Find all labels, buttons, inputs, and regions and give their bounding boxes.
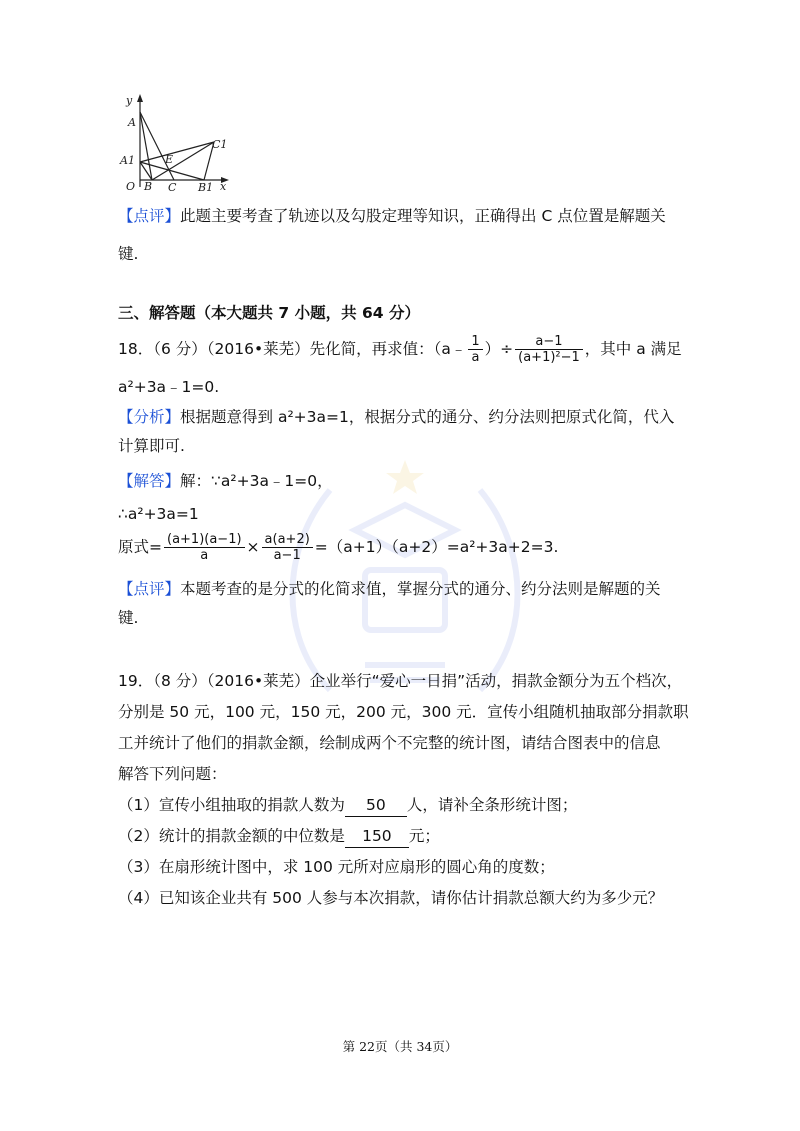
- part-1-answer-blank: 50: [345, 794, 407, 817]
- q18-comment-line-1: [118, 578, 661, 600]
- q18-comment-line-2: 键.: [118, 609, 139, 627]
- q18-solution-line-3: [118, 532, 558, 563]
- part-2-prefix: （2）统计的捐款金额的中位数是: [118, 827, 345, 845]
- q19-part-3: （3）在扇形统计图中，求 100 元所对应扇形的圆心角的度数；: [118, 858, 555, 876]
- q19-stem-line-3: 工并统计了他们的捐款金额，绘制成两个不完整的统计图，请结合图表中的信息: [118, 734, 661, 752]
- q18-analysis-line-1: [118, 406, 674, 428]
- q19-stem-line-4: 解答下列问题：: [118, 765, 227, 783]
- y-axis-arrow: [137, 94, 143, 102]
- q19-part-1: [118, 794, 577, 817]
- fraction-numerator: 1: [468, 334, 482, 350]
- solution-tag: 【解答】: [118, 472, 181, 490]
- comment-1-line-1: [118, 205, 666, 227]
- part-1-prefix: （1）宣传小组抽取的捐款人数为: [118, 796, 345, 814]
- solution-text: 解：∵a²+3a﹣1=0，: [180, 472, 333, 490]
- q19-part-4: （4）已知该企业共有 500 人参与本次捐款，请你估计捐款总额大约为多少元？: [118, 889, 664, 907]
- segment-a-b: [140, 112, 152, 180]
- page-footer: 第 22页（共 34页）: [342, 1039, 458, 1054]
- fraction-numerator: a(a+2): [262, 532, 313, 548]
- solution-suffix: =（a+1）（a+2）=a²+3a+2=3.: [314, 538, 559, 556]
- fraction-denominator: a: [471, 350, 480, 365]
- q19-stem-line-2: 分别是 50 元，100 元，150 元，200 元，300 元．宣传小组随机抽取部分捐款职: [118, 703, 689, 721]
- label-a: A: [128, 116, 136, 129]
- part-1-suffix: 人，请补全条形统计图；: [406, 796, 578, 814]
- label-e: E: [165, 153, 174, 166]
- q18-division-sign: ）÷: [484, 340, 514, 358]
- label-b: B: [144, 180, 153, 193]
- comment-tag: 【点评】: [118, 207, 181, 225]
- q18-solution-line-2: ∴a²+3a=1: [118, 505, 199, 523]
- comment-text: 本题考查的是分式的化简求值，掌握分式的通分、约分法则是解题的关: [180, 580, 661, 598]
- q18-fraction-1: [468, 334, 482, 365]
- fraction-denominator: (a+1)²−1: [518, 350, 580, 365]
- solution-fraction-2: [262, 532, 313, 563]
- q18-solution-line-1: [118, 470, 333, 492]
- fraction-numerator: a−1: [515, 334, 583, 350]
- label-y: y: [126, 94, 133, 107]
- comment-text-continuation: 键.: [118, 245, 139, 263]
- analysis-tag: 【分析】: [118, 408, 181, 426]
- solution-prefix: 原式=: [118, 538, 162, 556]
- solution-fraction-1: [164, 532, 245, 563]
- q18-stem-line-1: [118, 334, 682, 365]
- label-x: x: [220, 180, 227, 193]
- comment-tag: 【点评】: [118, 580, 181, 598]
- q19-part-2: [118, 825, 440, 848]
- q18-suffix: ，其中 a 满足: [584, 340, 682, 358]
- analysis-text: 根据题意得到 a²+3a=1，根据分式的通分、约分法则把原式化简，代入: [180, 408, 675, 426]
- fraction-denominator: a: [200, 548, 209, 563]
- q18-analysis-line-2: 计算即可.: [118, 437, 185, 455]
- section-heading: 三、解答题（本大题共 7 小题，共 64 分）: [118, 304, 420, 322]
- comment-text: 此题主要考查了轨迹以及勾股定理等知识，正确得出 C 点位置是解题关: [180, 207, 666, 225]
- q19-stem-line-1: 19．（8 分）（2016•莱芜）企业举行“爱心一日捐”活动，捐款金额分为五个档次，: [118, 672, 683, 690]
- label-c1: C1: [212, 138, 228, 151]
- q18-fraction-2: [515, 334, 583, 365]
- part-2-suffix: 元；: [408, 827, 440, 845]
- label-c: C: [168, 181, 177, 194]
- label-a1: A1: [120, 154, 135, 167]
- segment-a1-c1: [140, 142, 214, 162]
- fraction-numerator: (a+1)(a−1): [164, 532, 245, 548]
- fraction-denominator: a−1: [273, 548, 301, 563]
- label-o: O: [126, 180, 136, 193]
- q18-prefix: 18．（6 分）（2016•莱芜）先化简，再求值：（a﹣: [118, 340, 467, 358]
- comment-1-line-2: [118, 243, 138, 265]
- geometry-figure: [112, 92, 242, 197]
- q18-stem-line-2: a²+3a﹣1=0.: [118, 378, 220, 396]
- label-b1: B1: [198, 181, 214, 194]
- times-sign: ×: [246, 538, 260, 556]
- part-2-answer-blank: 150: [345, 825, 409, 848]
